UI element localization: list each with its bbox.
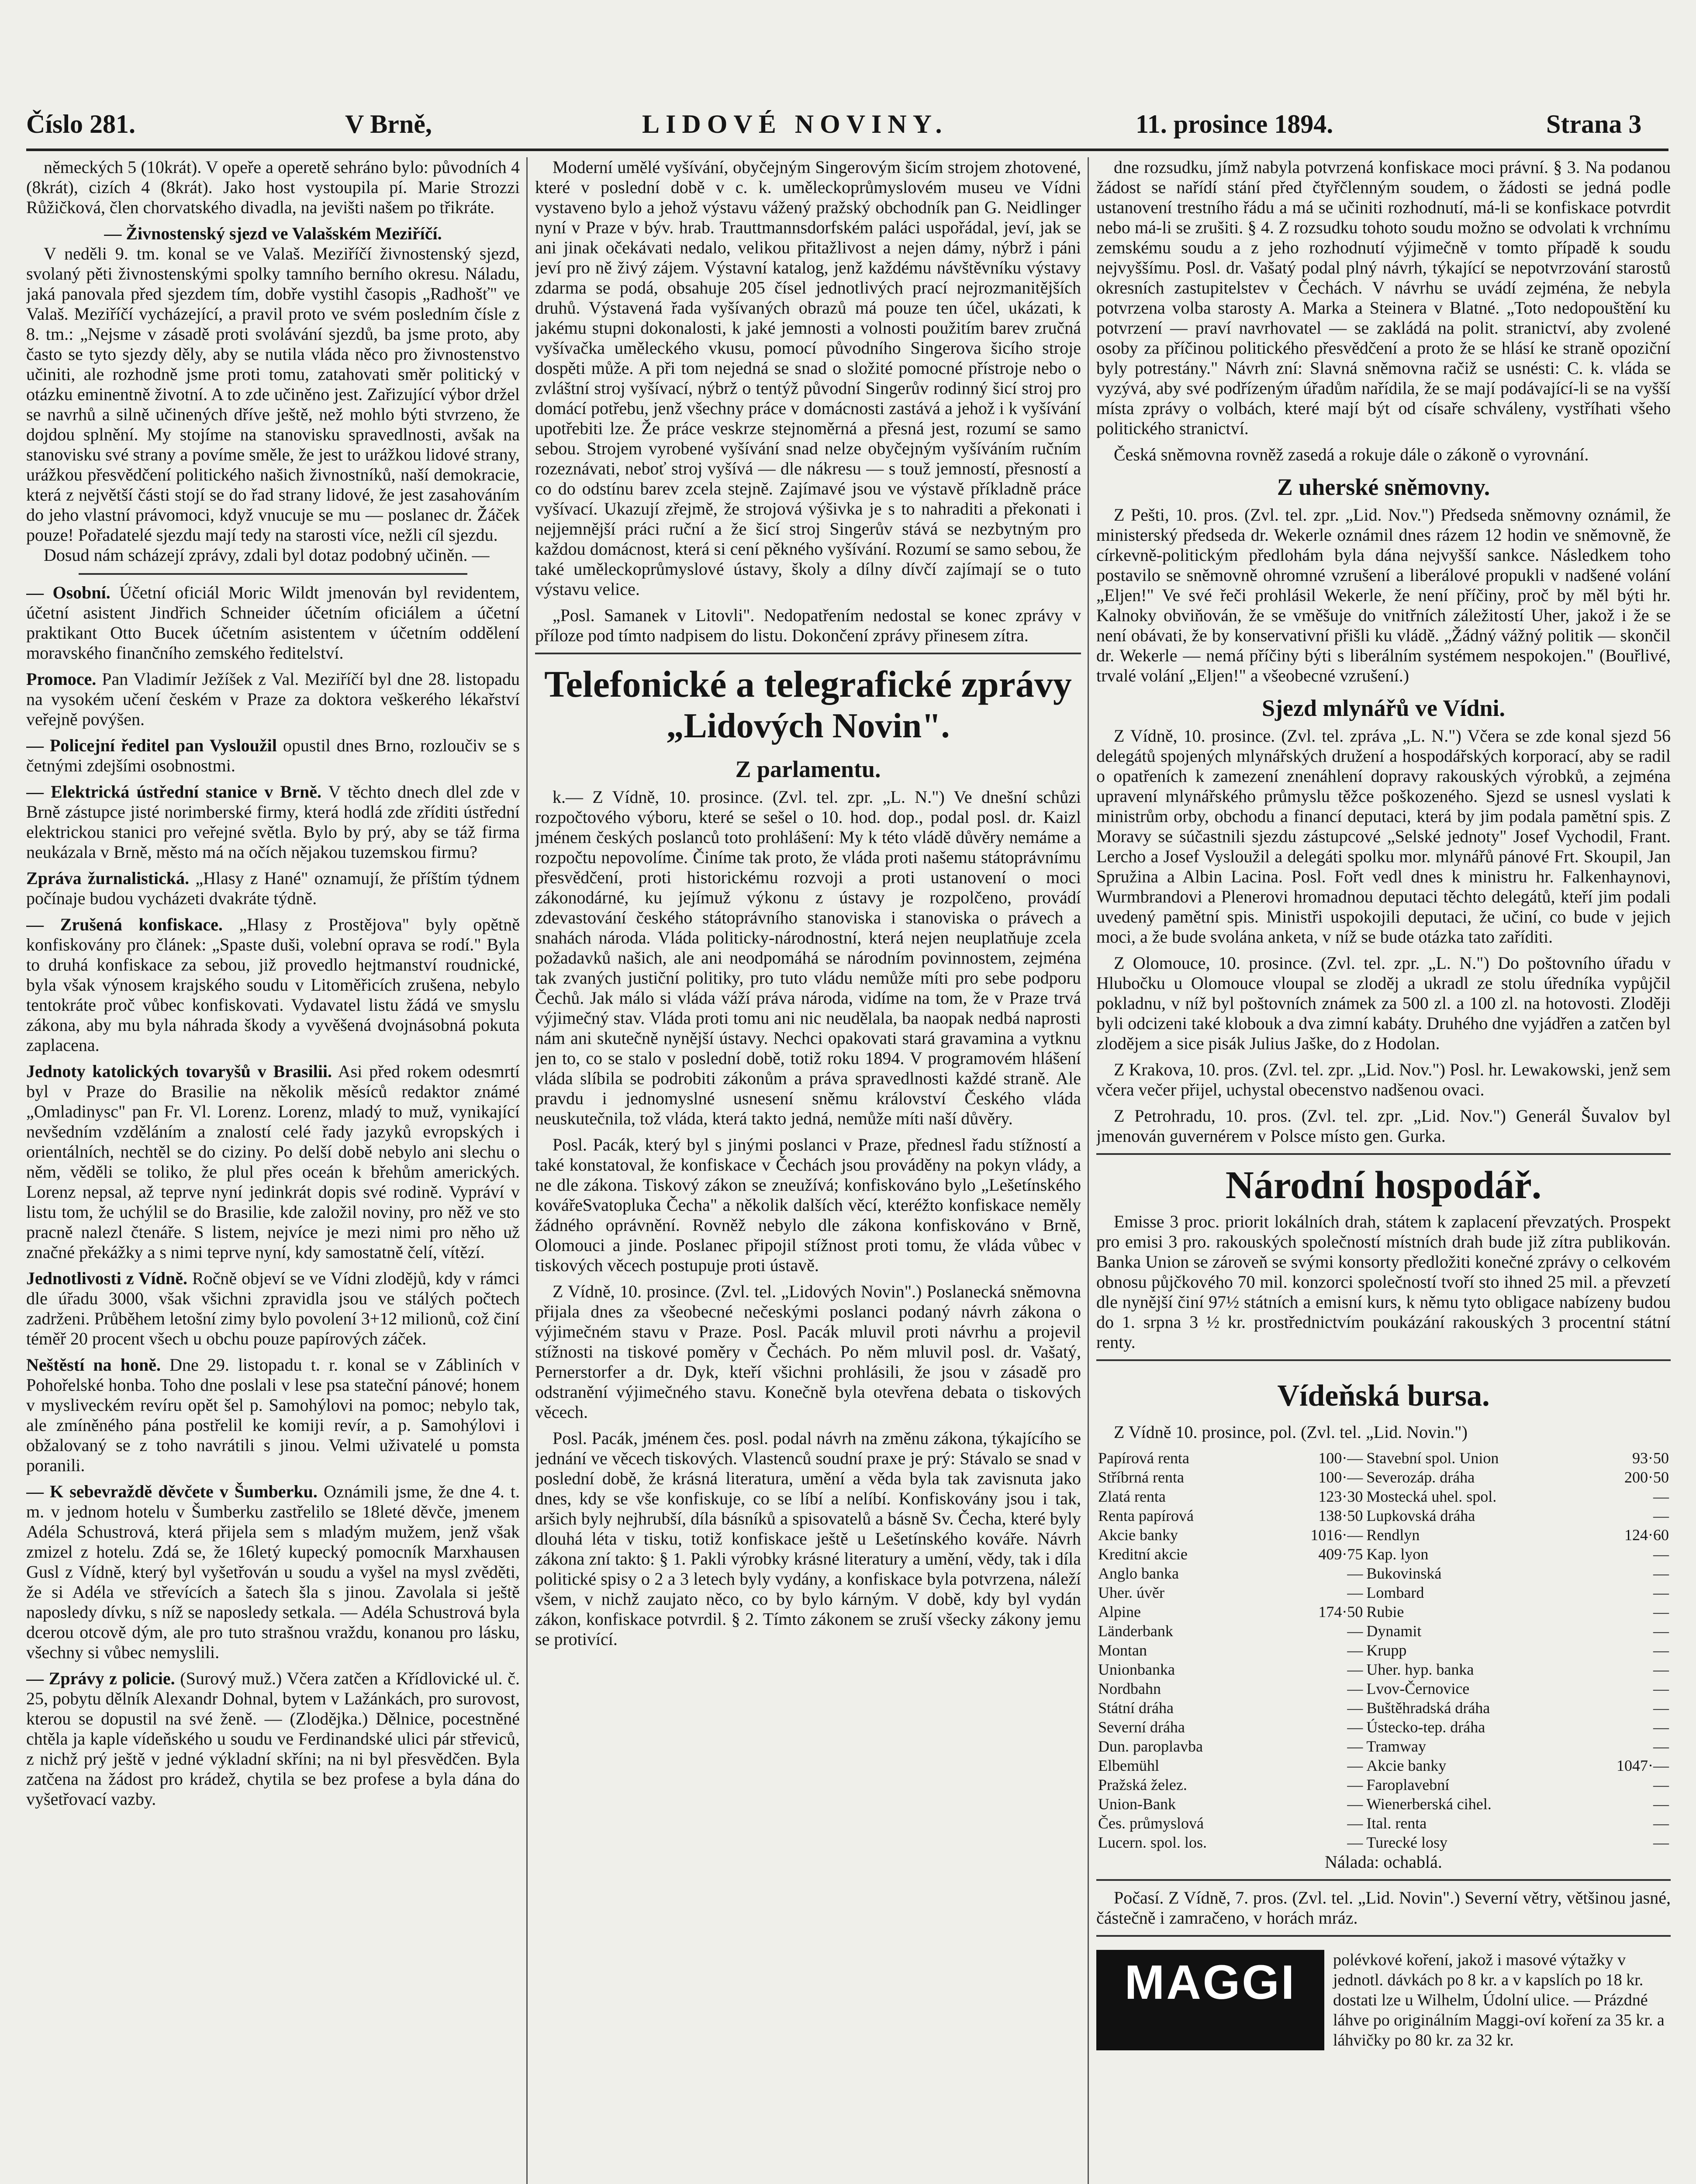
bursa-row	[1096, 1621, 1671, 1641]
bursa-security: Krupp	[1366, 1641, 1407, 1659]
bursa-value: —	[1653, 1738, 1669, 1755]
article-promoce: Promoce. Pan Vladimír Ježíšek z Val. Meziříčí byl dne 28. listopadu na vysokém učení českém v Praze za doktora veškerého lékařství veřejně povýšen.	[26, 669, 520, 729]
bursa-value: —	[1347, 1738, 1363, 1755]
bursa-security: Unionbanka	[1098, 1661, 1175, 1678]
bursa-row	[1096, 1679, 1671, 1698]
bursa-security: Tramway	[1366, 1738, 1427, 1755]
article-krakov: Z Krakova, 10. pros. (Zvl. tel. zpr. „Lid. Nov.") Posl. hr. Lewakowski, jenž sem včera večer přijel, uchystal obecenstvo nadšenou ovaci.	[1096, 1060, 1671, 1099]
bursa-value: —	[1653, 1507, 1669, 1524]
bursa-row	[1096, 1660, 1671, 1679]
article-emisse: Emisse 3 proc. priorit lokálních drah, státem k zaplacení převzatých. Prospekt pro emisi 3 pro. rakouských společností místních drah bude již zítra publikován. Banka Union se zároveň se svými konsorty předložiti konečné zprávy o celkovém obnosu půjčkového 70 mil. konzorci společností tvoří sto ihned 25 mil. a převzetí dle nynější činí 97½ státních a emisní kurs, k němu tyto obligace nabízeny budou do 1. srpna 3 ½ kr. prostřednictvím poukázání rakouských 3 procentní státní renty.	[1096, 1212, 1671, 1352]
bursa-row	[1096, 1814, 1671, 1833]
bursa-row	[1096, 1487, 1671, 1506]
column-2	[535, 157, 1081, 2184]
divider	[79, 573, 467, 575]
article-viden: Jednotlivosti z Vídně. Ročně objeví se ve Vídni zlodějů, kdy v rámci dle úřadu 3000, však všichni zpravidla jsou ve stálých počtech zadrženi. Průběhem letošní zimy bylo povolení 3+12 milionů, což činí téměř 20 procent všech u obchu pouze papírových záček.	[26, 1268, 520, 1348]
bursa-value: —	[1653, 1622, 1669, 1640]
bursa-security: Montan	[1098, 1641, 1147, 1659]
article-osobni: — Osobní. Účetní oficiál Moric Wildt jmenován byl revidentem, účetní asistent Jindřich Schneider účetním oficiálem a účetní praktikant Otto Bucek účetním asistentem v účetním oddělení moravského finančního zemského ředitelství.	[26, 583, 520, 663]
bursa-value: —	[1347, 1795, 1363, 1813]
bursa-value: —	[1653, 1584, 1669, 1601]
maggi-logo: MAGGI	[1096, 1950, 1324, 2050]
article-policie: — Zprávy z policie. (Surový muž.) Včera zatčen a Křídlovické ul. č. 25, pobytu dělník Alexandr Dohnal, bytem v Lažánkách, pro surovost, kterou se dopustil na své ženě. — (Zlodějka.) Dělnice, pocestněné chtěla ja kaple vídeňského u soudu ve Ferdinandské ulici pár střeviců, z nichž prý ještě v jedné výkladní skříni; na ni byl přesvědčen. Byla zatčena na žádost pro krádež, chytila se bez profese a byla dána do vyšetřovací vazby.	[26, 1669, 520, 1809]
bursa-security: Buštěhradská dráha	[1366, 1699, 1490, 1717]
bursa-row	[1096, 1564, 1671, 1583]
divider	[1096, 1359, 1671, 1361]
bursa-security: Pražská želez.	[1098, 1776, 1187, 1794]
bursa-value: 93·50	[1632, 1449, 1669, 1467]
bursa-security: Rendlyn	[1366, 1526, 1420, 1544]
bursa-value: —	[1653, 1699, 1669, 1717]
bursa-row	[1096, 1833, 1671, 1852]
article-zurnalistika: Zpráva žurnalistická. „Hlasy z Hané" oznamují, že příštím týdnem počínaje budou vycházeti dvakráte týdně.	[26, 868, 520, 908]
divider	[1096, 1153, 1671, 1155]
bursa-value: —	[1347, 1641, 1363, 1659]
bursa-security: Anglo banka	[1098, 1565, 1179, 1582]
article-nestesti: Neštěstí na honě. Dne 29. listopadu t. r. konal se v Zábliních v Pohořelské honba. Toho dne poslali v lese psa stateční pánové; honem v mysliveckém revíru opět šel p. Samohýlovi na pomoc; nebylo tak, ale zmíněného pána postřelil ke komiji revír, a p. Samohýlovi i obžalovaný se z toho navrátili s jinou. Velmi uživatelé u pomsta poranili.	[26, 1355, 520, 1475]
article-samanek: „Posl. Samanek v Litovli". Nedopatřením nedostal se konec zprávy v příloze pod tímto nadpisem do listu. Dokončení zprávy přinesem zítra.	[535, 605, 1081, 645]
article-konfiskace: — Zrušená konfiskace. „Hlasy z Prostějova" byly opětně konfiskovány pro článek: „Spaste duši, volební oprava se rodí." Byla to druhá konfiskace za sebou, již provedlo hejtmanství roudnické, byla však výnosem krajského soudu v Litoměřicích zrušena, nebylo tentokráte proč vůbec konfiskovati. Vydavatel listu žádá ve smyslu zákona, aby mu byla náhrada škody a vyvěšená dvojnásobná pokuta zaplacena.	[26, 915, 520, 1055]
bursa-value: 124·60	[1624, 1526, 1669, 1544]
bursa-row	[1096, 1448, 1671, 1468]
bursa-security: Lvov-Černovice	[1366, 1680, 1470, 1697]
bursa-value: 200·50	[1624, 1469, 1669, 1486]
bursa-security: Union-Bank	[1098, 1795, 1176, 1813]
article-brasilie: Jednoty katolických tovaryšů v Brasilii. Asi před rokem odesmrtí byl v Praze do Brasilie na několik měsíců redaktor známé „Omladinysc" pan Fr. Vl. Lorenz. Lorenz, mladý to muž, vynikající nevšedním vzděláním a znalostí celé řady jazyků evropských i orientálních, nechtěl se do ciziny. Po delší době nebylo ani slechu o něm, věděli se toliko, že plul přes oceán k břehům amerických. Lorenz nepsal, až teprve nyní jedinkrát dopis své rodině. Vypráví v listu tom, že uchýlil se do Brasilie, kde založil noviny, pro něž ve sto pracně nalezl čtenáře. S listem, nejvíce je mezi nimi pro něho už značné překážky a s nimi teprve nyní, kdy samostatně čelí, vítězí.	[26, 1061, 520, 1262]
bursa-table	[1096, 1448, 1671, 1852]
maggi-ad	[1096, 1950, 1671, 2050]
bursa-security: Dun. paroplavba	[1098, 1738, 1203, 1755]
bursa-security: Nordbahn	[1098, 1680, 1161, 1697]
bursa-value: —	[1653, 1641, 1669, 1659]
bursa-security: Länderbank	[1098, 1622, 1173, 1640]
bursa-intro: Z Vídně 10. prosince, pol. (Zvl. tel. „Lid. Novin.")	[1114, 1422, 1468, 1442]
divider	[535, 653, 1081, 654]
bursa-security: Lupkovská dráha	[1366, 1507, 1475, 1524]
bursa-row	[1096, 1775, 1671, 1794]
bursa-security: Zlatá renta	[1098, 1488, 1166, 1505]
bursa-security: Kap. lyon	[1366, 1545, 1429, 1563]
column-1	[26, 157, 520, 2184]
bursa-security: Alpine	[1098, 1603, 1141, 1621]
bursa-heading: Vídeňská bursa.	[1277, 1379, 1490, 1413]
weather: Počasí. Z Vídně, 7. pros. (Zvl. tel. „Lid. Novin".) Severní větry, většinou jasné, částečně i zamračeno, v horách mráz.	[1096, 1888, 1671, 1928]
bursa-security: Kreditní akcie	[1098, 1545, 1188, 1563]
bursa-security: Papírová renta	[1098, 1449, 1189, 1467]
bursa-value: —	[1347, 1584, 1363, 1601]
bursa-row	[1096, 1545, 1671, 1564]
bursa-value: —	[1653, 1565, 1669, 1582]
article-policie-reditel: — Policejní ředitel pan Vysloužil opustil dnes Brno, rozloučiv se s četnými zdejšími osobnostmi.	[26, 736, 520, 775]
maggi-ad-text: polévkové koření, jakož i masové výtažky v jednotl. dávkách po 8 kr. a v kapslích po 18 kr. dostati lze u Wilhelm, Údolní ulice. — Prázdné láhve po originálním Maggi-oví koření za 35 kr. a láhvičky po 80 kr. za 32 kr.	[1333, 1951, 1665, 2049]
bursa-security: Uher. úvěr	[1098, 1584, 1164, 1601]
newspaper-title: LIDOVÉ NOVINY.	[642, 110, 948, 138]
bursa-value: —	[1653, 1680, 1669, 1697]
bursa-security: Bukovinská	[1366, 1565, 1442, 1582]
city: V Brně,	[345, 110, 432, 138]
bursa-value: —	[1653, 1661, 1669, 1678]
column-divider	[1088, 157, 1089, 2184]
bursa-row	[1096, 1698, 1671, 1717]
bursa-value: —	[1347, 1776, 1363, 1794]
parliament-heading: Z parlamentu.	[735, 756, 881, 782]
bursa-security: Dynamit	[1366, 1622, 1422, 1640]
bursa-security: Stavební spol. Union	[1366, 1449, 1499, 1467]
bursa-value: —	[1653, 1814, 1669, 1832]
bursa-value: 1016·—	[1310, 1526, 1363, 1544]
bursa-security: Stříbrná renta	[1098, 1469, 1184, 1486]
bursa-value: —	[1347, 1757, 1363, 1774]
article-parliament-1: k.— Z Vídně, 10. prosince. (Zvl. tel. zpr. „L. N.") Ve dnešní schůzi rozpočtového výboru, které se sešel o 10. hod. dop., podal posl. dr. Kaizl jménem českých poslanců toto prohlášení: My k této vládě důvěry nemáme a rozpočtu nepovolíme. Činíme tak proto, že vláda proti našemu státoprávnímu přesvědčení, proti historickému rozvoji a proti ustanovení o moci zákonodárné, ku jejímuž výkonu z ústavy je rozpolčeno, provádí zdevastování českého státoprávního stanoviska i stanoviska o právech a snahách národa. Vláda politicky-národnostní, která nejen neuplatňuje zcela požadavků našich, ale ani neodpomáhá se národním povinnostem, zejména tak zvaných justiční politiky, pro tuto vládu nemůže míti pro sebe podporu Čechů. Jak málo si vláda váží práva národa, vidíme na tom, že v Praze trvá výjimečný stav. Vláda proti tomu ani nic neudělala, ba naopak nedbá naprosti nám ani skutečně nynější ústavy. Nechci opakovati stará gravamina a vytknu jen to, co se stalo v poslední době, totiž roku 1894. V programovém hlášení vláda slíbila se podrobiti zákonům a práva spravedlnosti každé straně. Ale pravdu i jednomyslné usnesení sněmu království Českého vláda neuskutečnila, tož vláda, která takto jedná, nemůže míti naší důvěry.	[535, 787, 1081, 1128]
bursa-row	[1096, 1525, 1671, 1545]
bursa-security: Mostecká uhel. spol.	[1366, 1488, 1497, 1505]
bursa-security: Lucern. spol. los.	[1098, 1834, 1207, 1851]
divider	[1096, 1935, 1671, 1937]
bursa-value: —	[1347, 1661, 1363, 1678]
article-petrohrad: Z Petrohradu, 10. pros. (Zvl. tel. zpr. „Lid. Nov.") Generál Šuvalov byl jmenován guvernérem v Polsce místo gen. Gurka.	[1096, 1106, 1671, 1146]
bursa-row	[1096, 1583, 1671, 1602]
issue-date: 11. prosince 1894.	[1136, 110, 1333, 138]
bursa-row	[1096, 1717, 1671, 1737]
bursa-value: 123·30	[1318, 1488, 1363, 1505]
column-divider	[526, 157, 528, 2184]
article-parliament-3: Z Vídně, 10. prosince. (Zvl. tel. „Lidových Novin".) Poslanecká sněmovna přijala dnes za všeobecné nečeskými poslanci podaný návrh zákona o výjimečném stavu v Praze. Posl. Pacák mluvil proti návrhu a projevil stížnosti na tiskové poměry v Čechách. Po něm mluvil posl. dr. Vašatý, Pernerstorfer a dr. Dyk, kteří všichni prohlásili, že jsou v zásadě pro odstranění výjimečného stavu. Konečně byla otevřena debata o tiskových věcech.	[535, 1282, 1081, 1422]
bursa-value: —	[1347, 1622, 1363, 1640]
bursa-value: —	[1653, 1795, 1669, 1813]
bursa-value: —	[1653, 1776, 1669, 1794]
article-hungary: Z Pešti, 10. pros. (Zvl. tel. zpr. „Lid. Nov.") Předseda sněmovny oznámil, že ministerský předseda dr. Wekerle oznámil dnes rázem 12 hodin ve sněmovně, že církevně-politickým předlohám byla dána nejvyšší sankce. Následkem toho postavilo se sněmovně ohromné vzrušení a liberálové propukli v nadšené volání „Eljen!" Ve své řeči prohlásil Wekerle, že není příčiny, proč by měl býti hr. Kalnoky obviňován, že se vměšuje do vnitřních záležitostí Uher, jakož i že se není obávati, že by konservativní přišli ku vládě. „Žádný vážný politik — skončil dr. Wekerle — nemá příčiny býti s liberálním systémem nespokojen." (Bouřlivé, trvalé volání „Eljen!" a všeobecné vzrušení.)	[1096, 505, 1671, 685]
bursa-value: —	[1347, 1680, 1363, 1697]
bursa-row	[1096, 1737, 1671, 1756]
bursa-row	[1096, 1506, 1671, 1525]
bursa-row	[1096, 1468, 1671, 1487]
bursa-value: 138·50	[1318, 1507, 1363, 1524]
bursa-value: —	[1347, 1565, 1363, 1582]
bursa-value: —	[1347, 1699, 1363, 1717]
bursa-security: Faroplavební	[1366, 1776, 1450, 1794]
bursa-value: —	[1653, 1545, 1669, 1563]
bursa-security: Wienerberská cihel.	[1366, 1795, 1492, 1813]
bursa-value: —	[1653, 1488, 1669, 1505]
bursa-security: Uher. hyp. banka	[1366, 1661, 1474, 1678]
article-elektricka: — Elektrická ústřední stanice v Brně. V těchto dnech dlel zde v Brně zástupce jisté norimberské firmy, která hodlá zde zříditi ústřední elektrickou stanici pro veřejné světla. Bylo by prý, aby se táž firma neukázala v Brně, město má na očích nějakou tuzemskou firmu?	[26, 782, 520, 862]
page-number: Strana 3	[1546, 110, 1642, 138]
bursa-row	[1096, 1794, 1671, 1814]
bursa-value: —	[1347, 1718, 1363, 1736]
bursa-security: Severní dráha	[1098, 1718, 1185, 1736]
bursa-mood: Nálada: ochablá.	[1325, 1852, 1442, 1872]
article-singer: Moderní umělé vyšívání, obyčejným Singerovým šicím strojem zhotovené, které v poslední době v c. k. uměleckoprůmyslovém museu ve Vídni vystaveno bylo a jehož výstavu vážený pražský obchodník pan G. Neidlinger nyní v Praze v býv. hrab. Trauttmannsdorfském paláci uspořádal, jeví, jak se ani jinak očekávati nedalo, velikou přitažlivost a nejen dámy, nýbrž i páni jeví pro ně živý zájem. Výstavní katalog, jenž každému návštěvníku výstavy zdarma se podá, obsahuje 205 čísel jednotlivých prací nejrozmanitějších druhů. Výstavená řada vyšívaných obrazů má pouze ten účel, ukázati, k jakému stupni dokonalosti, k jaké jemnosti a volnosti použitím barev zručná vyšívačka uměleckého vkusu, pomocí původního Singerova šicího stroje dospěti může. A při tom nejedná se snad o složité pomocné přístroje nebo o zvláštní stroj vyšívací, nýbrž o tentýž původní Singerův rodinný šicí stroj pro domácí potřebu, jenž všechny práce v domácnosti zastává a jehož i k vyšívání upotřebiti lze. Že práce veskrze stejnoměrná a přesná jest, rozumí se samo sebou. Strojem vyrobené vyšívání snad nelze obyčejným vyšíváním ručním rozeznávati, neboť stroj vyšívá — dle nákresu — s touž jemností, přesností a co do odstínu barev zcela stejně. Zajímavé jsou ve výstavě příkladně práce vyšívací. Ukazují zřejmě, že strojová výšivka je s to nahraditi a překonati i nejjemnější práci ruční a že šicí stroj Singerův stává se nezbytným pro každou domácnost, která si cení pěkného vyšívání. Rozumí se samo sebou, že také uměleckoprůmyslové ústavy, školy a dílny dívčí zajímají se o tuto výstavu velice.	[535, 157, 1081, 599]
article-konfiskace-zakon: dne rozsudku, jímž nabyla potvrzená konfiskace moci právní. § 3. Na podanou žádost se nařídí stání před čtyřčlenným soudem, o žádosti se jedná podle ustanovení trestního řádu a má se učiniti rozhodnutí, má-li se konfiskace potvrdit nebo má-li se zrušiti. § 4. Z rozsudku tohoto soudu možno se odvolati k vrchnímu zemskému soudu a z jeho rozhodnutí výjimečně v tomto případě k soudu nejvyššímu. Posl. dr. Vašatý podal plný návrh, týkající se nepotvrzování starostů okresních zastupitelstev v Čechách. V návrhu se uvádí zejména, že nebyla potvrzena volba starosty A. Marka a Steinera v Blatné. „Toto nedopouštění ku potvrzení — praví navrhovatel — se zakládá na polit. stranictví, aby zvolené osoby za příčinou politického přesvědčení a proto že se hlásí ke straně opoziční byly potrestány." Návrh zní: Slavná sněmovna račiž se usnésti: C. k. vláda se vyzývá, aby své podřízeným úřadům nařídila, že se mají podávající-li se na vyšší místa zprávy o volbách, které mají být od císaře schváleny, vystříhati všeho politického stranictví.	[1096, 157, 1671, 438]
bursa-security: Státní dráha	[1098, 1699, 1174, 1717]
bursa-value: —	[1653, 1834, 1669, 1851]
bursa-value: 100·—	[1318, 1469, 1363, 1486]
bursa-security: Elbemühl	[1098, 1757, 1159, 1774]
bursa-security: Severozáp. dráha	[1366, 1469, 1475, 1486]
bursa-value: —	[1347, 1814, 1363, 1832]
divider	[1096, 1879, 1671, 1881]
bursa-security: Turecké losy	[1366, 1834, 1448, 1851]
article-sjezd: — Živnostenský sjezd ve Valašském Meziříčí. V neděli 9. tm. konal se ve Valaš. Meziříčí živnostenský sjezd, svolaný pěti živnostenskými spolky tamního berního okresu. Náladu, jaká panovala před sjezdem tím, dobře vystihl časopis „Radhošť" ve Valaš. Meziříčí vycházející, a pravil proto ve svém posledním čísle z 8. tm.: „Nejsme v zásadě proti svolávání sjezdů, ba jsme proto, aby často se tyto sjezdy děly, aby se nutila vláda něco pro živnostenstvo učiniti, ale rozhodně jsme proti tomu, zatahovati směr politický v otázku eminentně životní. A to zde učiněno jest. Zařizující výbor držel se navrhů a silně učinených dříve ještě, než mohlo býti stvrzeno, že dojdou splnění. My stojíme na stanovisku spravedlnosti, avšak na stanovisku své strany a povíme směle, že jest to urážkou lidové strany, urážkou přesvědčení politického našich živnostníků, naší demokracie, která z největší části stojí se do řad strany lidové, že jest zasahováním do jeho vlastní právomoci, když vnucuje se mu — poslanec dr. Žáček pouze! Pořadatelé sjezdu mají tedy na starosti více, nežli cíl sjezdu. Dosud nám scházejí zprávy, zdali byl dotaz podobný učiněn. —	[26, 224, 520, 565]
bursa-row	[1096, 1641, 1671, 1660]
bursa-row	[1096, 1602, 1671, 1621]
bursa-security: Rubie	[1366, 1603, 1404, 1621]
bursa-security: Ústecko-tep. dráha	[1366, 1718, 1485, 1736]
bursa-security: Renta papírová	[1098, 1507, 1194, 1524]
bursa-security: Ital. renta	[1366, 1814, 1427, 1832]
telegraph-heading: Telefonické a telegrafické zprávy „Lidových Novin".	[544, 663, 1072, 745]
column-3	[1096, 157, 1671, 2184]
article-parliament-2: Posl. Pacák, který byl s jinými poslanci v Praze, přednesl řadu stížností a také konstatoval, že konfiskace v Čechách jsou prováděny na pokyn vlády, a ne dle zákona. Tiskový zákon se zneužívá; konfiskováno bylo „Lešetínského kovářeSvatopluka Čecha" a několik dalších věcí, kteréžto konfiskace neměly žádného oprávnění. Rovněž nebylo dle zákona konfiskováno v Brně, Olomouci a jinde. Poslanec připojil stížnost proti tomu, že vláda vůbec v tiskových věcech postupuje proti ústavě.	[535, 1135, 1081, 1275]
millers-heading: Sjezd mlynářů ve Vídni.	[1261, 695, 1506, 721]
bursa-security: Akcie banky	[1366, 1757, 1447, 1774]
bursa-security: Akcie banky	[1098, 1526, 1178, 1544]
header-rule	[26, 149, 1668, 151]
article-millers: Z Vídně, 10. prosince. (Zvl. tel. zpráva „L. N.") Včera se zde konal sjezd 56 delegátů spojených mlynářských družení a hospodářských korporací, aby se radil o opatřeních k zamezení znenáhlení dopravy rakouských výrobků, a zejména upravení mlynářského průmyslu těžce poškozeného. Sjezd se usnesl vyslati k ministrům orby, obchodu a financí deputaci, která by jim podala pamětní spis. Z Moravy se súčastnili sjezdu zástupcové „Selské jednoty" Josef Vychodil, Frant. Lercho a Josef Vysloužil a delegáti spolku mor. mlynářů pánové Frt. Skoupil, Jan Spružina a Albin Lacina. Posl. Fořt vedl dnes k ministru hr. Falkenhaynovi, Wurmbrandovi a Plenerovi hromadnou deputaci těchto delegátů, kteří jim podali uvedený pamětní spis. Ministři uspokojili deputaci, že učiní, co bude v jejich moci, a že bude svolána anketa, v níž se bude otázka tato zaříditi.	[1096, 726, 1671, 947]
hungary-heading: Z uherské sněmovny.	[1277, 474, 1490, 500]
bursa-value: 174·50	[1318, 1603, 1363, 1621]
bursa-value: 1047·—	[1617, 1757, 1669, 1774]
article-ceska-snemovna: Česká sněmovna rovněž zasedá a rokuje dále o zákoně o vyrovnání.	[1114, 445, 1589, 464]
bursa-security: Lombard	[1366, 1584, 1424, 1601]
bursa-security: Čes. průmyslová	[1098, 1814, 1204, 1832]
page-header	[0, 109, 1696, 144]
issue-number: Číslo 281.	[26, 110, 136, 138]
article-olomouc: Z Olomouce, 10. prosince. (Zvl. tel. zpr. „L. N.") Do poštovního úřadu v Hlubočku u Olomouce vloupal se zloděj a ukradl ze stolu úředníka vypůjčil pokladnu, v níž byl poštovních známek za 500 zl. a 100 zl. na hotovosti. Zloději byli odcizeni také klobouk a dva zimní kabáty. Druhého dne vyjádřen a zatčen byl zlodějem a sice pisák Julius Jaške, do z Hodolan.	[1096, 953, 1671, 1053]
article-theatre: německých 5 (10krát). V opeře a operetě sehráno bylo: původních 4 (8krát), cizích 4 (8krát). Jako host vystoupila pí. Marie Strozzi Růžičková, člen chorvatského divadla, na jevišti našem po třikráte.	[26, 157, 520, 217]
bursa-row	[1096, 1756, 1671, 1775]
article-sumberk: — K sebevraždě děvčete v Šumberku. Oznámili jsme, že dne 4. t. m. v jednom hotelu v Šumberku zastřelilo se 18leté děvče, jmenem Adéla Schustrová, která přijela sem s mladým mužem, jenž však zmizel z hotelu. Zdá se, že 16letý kupecký pomocník Marxhausen Gusl z Vídně, který byl vyšetřován u soudu a vyšel na mysl zvěděti, že si Adéla ve střevících a šatech šla s jinou. Zavolala si ještě naposledy dívku, s níž se naposledy setkala. — Adéla Schustrová byla dcerou otcově dým, ale pro tuto strašnou vraždu, konanou pro lásku, všechny si vůbec nemyslili.	[26, 1482, 520, 1662]
bursa-value: 409·75	[1318, 1545, 1363, 1563]
bursa-value: 100·—	[1318, 1449, 1363, 1467]
bursa-value: —	[1347, 1834, 1363, 1851]
bursa-value: —	[1653, 1718, 1669, 1736]
economy-heading: Národní hospodář.	[1225, 1164, 1542, 1207]
article-parliament-4: Posl. Pacák, jménem čes. posl. podal návrh na změnu zákona, týkajícího se jednání ve věcech tiskových. Vlastenců soudní praxe je prý: Stávalo se snad v poslední době, že krásná literatura, umění a věda byla tak zavisnuta jako dnes, kdy se vše konfiskuje, co se líbí a nelíbí. Konfiskovány jsou i tak, aršich byly nejhrubší, díla básníků a spisovatelů a básně Sv. Čecha, které byly dlouhá léta v tisku, totiž konfiskace ještě u Lešetínského kováře. Návrh zákona zní takto: § 1. Pakli výrobky krásné literatury a umění, vědy, tak i díla politické spisy o 2 a 3 letech byly vydány, a konfiskace byla potvrzena, náleží všem, v nichž zaujato něco, co by bylo kárným. V době, kdy byl vydán zákon, konfiskace potvrdil. § 2. Tímto zákonem se zruší všecky zákony jemu se protivící.	[535, 1428, 1081, 1649]
bursa-value: —	[1653, 1603, 1669, 1621]
